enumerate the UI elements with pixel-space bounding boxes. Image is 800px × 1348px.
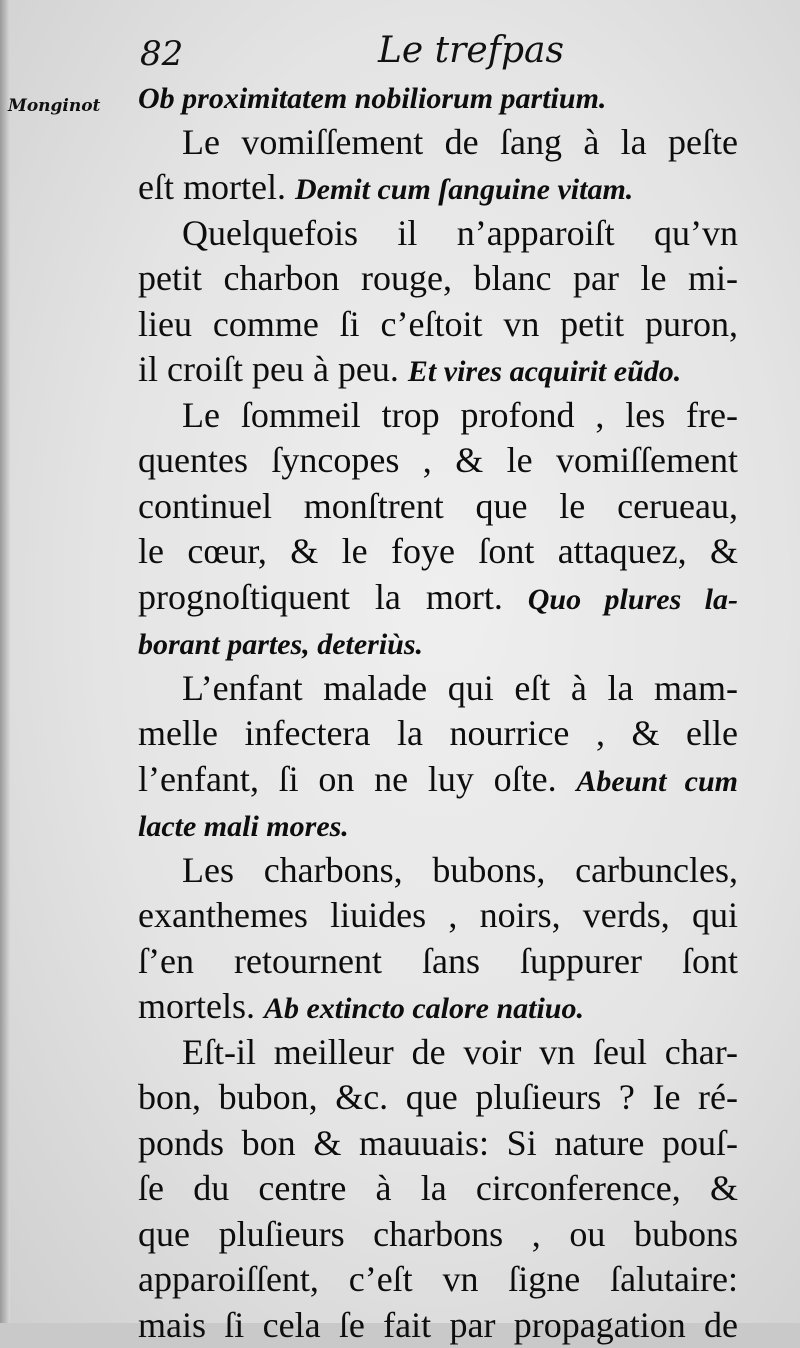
text-segment: l’enfant, ſi on ne luy oſte.	[138, 759, 576, 799]
text-line	[138, 939, 738, 985]
text-segment: bon, bubon, &c. que pluſieurs ? Ie ré-	[138, 1077, 738, 1117]
text-line	[138, 802, 738, 848]
page-number: 82	[140, 34, 183, 74]
text-segment: que pluſieurs charbons , ou bubons	[138, 1214, 738, 1254]
latin-aphorism: lacte mali mores.	[138, 810, 349, 843]
text-segment: ſe du centre à la circonference, &	[138, 1168, 738, 1208]
text-segment: Quelquefois il n’apparoiſt qu’vn	[182, 213, 738, 253]
text-line	[138, 848, 738, 894]
text-segment: le cœur, & le foye ſont attaquez, &	[138, 531, 738, 571]
text-segment: ſ’en retournent ſans ſuppurer ſont	[138, 941, 738, 981]
text-line	[138, 1212, 738, 1258]
text-line	[138, 1166, 738, 1212]
text-segment: mortels.	[138, 986, 264, 1026]
text-line	[138, 347, 738, 393]
text-line	[138, 302, 738, 348]
text-line	[138, 484, 738, 530]
text-line	[138, 575, 738, 621]
text-line	[138, 529, 738, 575]
page-header	[0, 30, 800, 78]
text-segment: lieu comme ſi c’eſtoit vn petit puron,	[138, 304, 738, 344]
body-text	[138, 74, 738, 1348]
text-segment: melle infectera la nourrice , & elle	[138, 713, 738, 753]
text-line	[138, 1075, 738, 1121]
latin-aphorism: Ab extincto calore natiuo.	[264, 992, 584, 1025]
text-segment: apparoiſſent, c’eſt vn ſigne ſalutaire:	[138, 1259, 738, 1299]
text-line	[138, 120, 738, 166]
text-line	[138, 1303, 738, 1348]
text-line	[138, 1257, 738, 1303]
text-segment: Eſt-il meilleur de voir vn ſeul char-	[182, 1032, 738, 1072]
latin-aphorism: Abeunt cum	[576, 765, 738, 798]
text-line	[138, 393, 738, 439]
latin-aphorism: Et vires acquirit eũdo.	[408, 355, 681, 388]
running-title: Le trefpas	[378, 30, 564, 71]
text-segment: mais ſi cela ſe fait par propagation de	[138, 1305, 738, 1345]
text-segment: continuel monſtrent que le cerueau,	[138, 486, 738, 526]
text-line	[138, 1030, 738, 1076]
text-segment: petit charbon rouge, blanc par le mi-	[138, 258, 738, 298]
text-segment: eſt mortel.	[138, 167, 295, 207]
latin-aphorism: borant partes, deteriùs.	[138, 628, 423, 661]
margin-note: Monginot	[8, 96, 100, 116]
text-segment: exanthemes liuides , noirs, verds, qui	[138, 895, 738, 935]
page-gutter-shadow	[0, 0, 10, 1323]
latin-aphorism: Quo plures la-	[528, 583, 738, 616]
text-line	[138, 211, 738, 257]
text-segment: L’enfant malade qui eſt à la mam-	[182, 668, 738, 708]
text-segment: Les charbons, bubons, carbuncles,	[182, 850, 738, 890]
latin-aphorism: Demit cum ſanguine vitam.	[295, 173, 633, 206]
text-line	[138, 620, 738, 666]
text-line	[138, 165, 738, 211]
text-segment: Le ſommeil trop profond , les fre-	[182, 395, 738, 435]
text-segment: prognoſtiquent la mort.	[138, 577, 528, 617]
text-line	[138, 438, 738, 484]
text-segment: il croiſt peu à peu.	[138, 349, 408, 389]
text-segment: ponds bon & mauuais: Si nature pouſ-	[138, 1123, 738, 1163]
text-segment: Le vomiſſement de ſang à la peſte	[182, 122, 738, 162]
text-line	[138, 757, 738, 803]
text-line	[138, 666, 738, 712]
text-line	[138, 711, 738, 757]
text-line	[138, 74, 738, 120]
text-line	[138, 256, 738, 302]
text-line	[138, 984, 738, 1030]
text-line	[138, 1121, 738, 1167]
latin-aphorism: Ob proximitatem nobiliorum partium.	[138, 82, 606, 115]
text-segment: quentes ſyncopes , & le vomiſſement	[138, 440, 738, 480]
text-line	[138, 893, 738, 939]
